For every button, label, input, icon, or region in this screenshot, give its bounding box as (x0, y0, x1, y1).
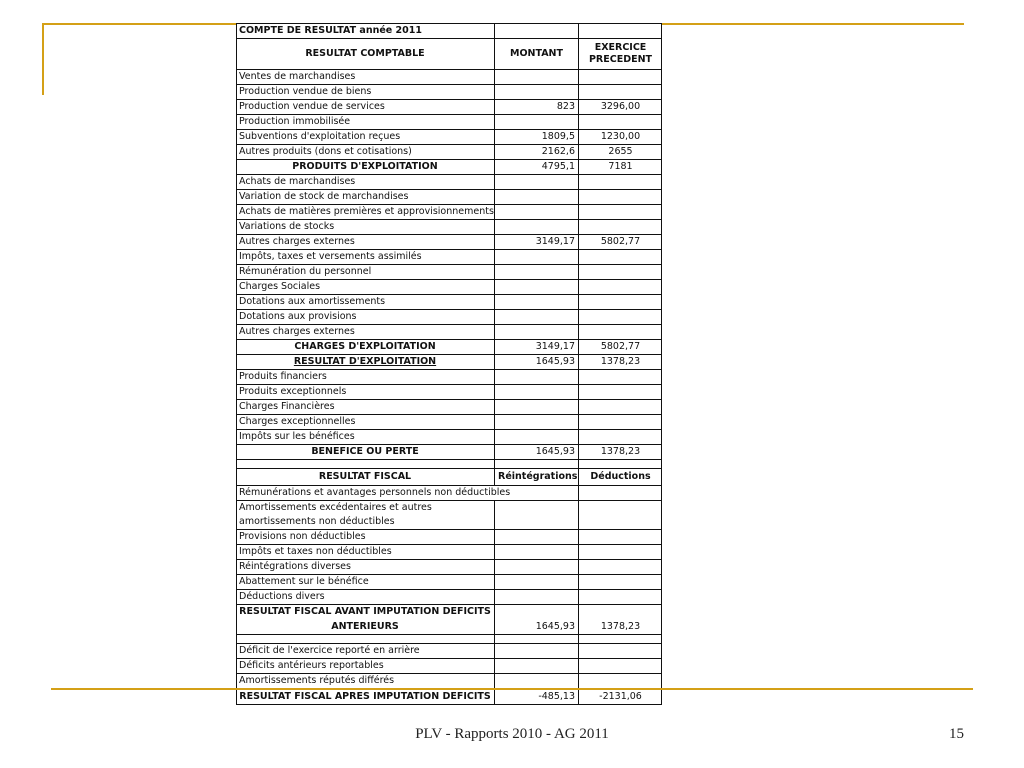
fiscal-row-label: Rémunérations et avantages personnels non déductibles (236, 486, 495, 501)
row-label: Autres charges externes (236, 325, 495, 340)
row-label: Ventes de marchandises (236, 70, 495, 85)
fiscal-row (236, 530, 662, 545)
fiscal-row-reintegration (495, 560, 579, 575)
table-row (236, 190, 662, 205)
footer-text: PLV - Rapports 2010 - AG 2011 (415, 726, 609, 742)
row-precedent: 7181 (579, 160, 663, 175)
row-label: Charges Financières (236, 400, 495, 415)
fiscal-row-deduction (579, 560, 663, 575)
row-precedent (579, 115, 663, 130)
row-montant: 3149,17 (495, 340, 579, 355)
row-precedent (579, 325, 663, 340)
table-row (236, 430, 662, 445)
fiscal-row-deduction (579, 501, 663, 516)
income-statement-table (236, 23, 662, 705)
row-precedent (579, 385, 663, 400)
header-resultat-fiscal: RESULTAT FISCAL (236, 469, 495, 486)
row-label: Autres charges externes (236, 235, 495, 250)
row-montant (495, 175, 579, 190)
row-label: Production vendue de services (236, 100, 495, 115)
row-montant (495, 385, 579, 400)
row-label: Achats de matières premières et approvisionnements (236, 205, 495, 220)
row-montant (495, 250, 579, 265)
fiscal-row (236, 501, 662, 516)
row-label: Charges exceptionnelles (236, 415, 495, 430)
table-row (236, 340, 662, 355)
row-precedent (579, 415, 663, 430)
row-label: Variations de stocks (236, 220, 495, 235)
row-label: Impôts sur les bénéfices (236, 430, 495, 445)
row-montant (495, 220, 579, 235)
post-row (236, 659, 662, 674)
row-precedent (579, 205, 663, 220)
fiscal-row-label: Provisions non déductibles (236, 530, 495, 545)
row-montant (495, 310, 579, 325)
apres-imputation-row (236, 689, 662, 705)
header-resultat-comptable: RESULTAT COMPTABLE (236, 39, 495, 70)
row-montant (495, 370, 579, 385)
header-precedent-label: PRECEDENT (588, 54, 653, 65)
row-montant (495, 265, 579, 280)
table-row (236, 250, 662, 265)
row-precedent: 2655 (579, 145, 663, 160)
row-label: Autres produits (dons et cotisations) (236, 145, 495, 160)
row-label: PRODUITS D'EXPLOITATION (236, 160, 495, 175)
fiscal-row-reintegration (495, 545, 579, 560)
row-montant (495, 190, 579, 205)
fiscal-row-label: Amortissements excédentaires et autres (239, 502, 432, 513)
decorative-line-left-vertical (42, 23, 44, 95)
avant-imputation-row-1 (236, 605, 662, 620)
post-row-reintegration (495, 659, 579, 674)
post-row-label: Déficits antérieurs reportables (236, 659, 495, 674)
fiscal-header-row (236, 469, 662, 486)
table-row (236, 415, 662, 430)
apres-imputation-montant: -485,13 (495, 689, 579, 705)
row-label: Variation de stock de marchandises (236, 190, 495, 205)
row-precedent (579, 400, 663, 415)
row-precedent (579, 250, 663, 265)
fiscal-row (236, 515, 662, 530)
row-precedent (579, 190, 663, 205)
table-row (236, 85, 662, 100)
table-title-row (236, 24, 662, 39)
row-precedent (579, 265, 663, 280)
table-row (236, 115, 662, 130)
row-label: Produits financiers (236, 370, 495, 385)
fiscal-row-label: Réintégrations diverses (236, 560, 495, 575)
table-row (236, 265, 662, 280)
row-precedent: 1230,00 (579, 130, 663, 145)
row-label: Dotations aux provisions (236, 310, 495, 325)
header-montant: MONTANT (495, 39, 579, 70)
row-montant (495, 295, 579, 310)
row-precedent (579, 175, 663, 190)
row-montant: 3149,17 (495, 235, 579, 250)
header-reintegrations: Réintégrations (495, 469, 579, 486)
row-precedent: 5802,77 (579, 340, 663, 355)
row-montant (495, 115, 579, 130)
table-row (236, 325, 662, 340)
fiscal-row-reintegration (495, 515, 579, 530)
table-row (236, 310, 662, 325)
row-montant (495, 415, 579, 430)
fiscal-row-deduction (579, 515, 663, 530)
row-precedent (579, 220, 663, 235)
row-label: Dotations aux amortissements (236, 295, 495, 310)
table-row (236, 160, 662, 175)
fiscal-row (236, 575, 662, 590)
row-montant: 2162,6 (495, 145, 579, 160)
fiscal-row (236, 560, 662, 575)
table-row (236, 130, 662, 145)
row-montant: 1645,93 (495, 445, 579, 460)
row-precedent (579, 70, 663, 85)
fiscal-row-deduction (579, 530, 663, 545)
table-header-row (236, 39, 662, 70)
post-row-deduction (579, 674, 663, 689)
spacer-row (236, 635, 662, 644)
table-row (236, 175, 662, 190)
row-precedent (579, 370, 663, 385)
avant-imputation-montant: 1645,93 (495, 619, 579, 635)
row-label: BENEFICE OU PERTE (236, 445, 495, 460)
fiscal-row (236, 486, 662, 501)
decorative-line-top-left (42, 23, 236, 25)
apres-imputation-precedent: -2131,06 (579, 689, 663, 705)
row-montant: 823 (495, 100, 579, 115)
row-label: CHARGES D'EXPLOITATION (236, 340, 495, 355)
fiscal-row-reintegration (495, 590, 579, 605)
row-label: Produits exceptionnels (236, 385, 495, 400)
table-title: COMPTE DE RESULTAT année 2011 (236, 24, 495, 39)
row-label-text: RESULTAT D'EXPLOITATION (293, 356, 437, 367)
fiscal-row-reintegration (495, 575, 579, 590)
table-row (236, 400, 662, 415)
fiscal-row (236, 545, 662, 560)
row-label: Impôts, taxes et versements assimilés (236, 250, 495, 265)
avant-imputation-label: RESULTAT FISCAL AVANT IMPUTATION DEFICITS (239, 606, 491, 617)
table-row (236, 235, 662, 250)
table-row (236, 295, 662, 310)
table-row (236, 70, 662, 85)
fiscal-row-deduction (579, 545, 663, 560)
header-exercice-label: EXERCICE (594, 42, 647, 53)
table-row (236, 385, 662, 400)
fiscal-row-label: Abattement sur le bénéfice (236, 575, 495, 590)
fiscal-row-label: Déductions divers (236, 590, 495, 605)
row-label: Charges Sociales (236, 280, 495, 295)
row-label (236, 355, 495, 370)
row-precedent (579, 295, 663, 310)
row-precedent (579, 280, 663, 295)
fiscal-row-deduction (579, 590, 663, 605)
row-precedent (579, 310, 663, 325)
table-row (236, 355, 662, 370)
row-label: Production immobilisée (236, 115, 495, 130)
table-row (236, 145, 662, 160)
row-montant (495, 280, 579, 295)
decorative-line-top-right (661, 23, 964, 25)
post-row (236, 674, 662, 689)
row-precedent: 5802,77 (579, 235, 663, 250)
row-montant (495, 85, 579, 100)
post-row-deduction (579, 659, 663, 674)
table-row (236, 445, 662, 460)
fiscal-row-reintegration (495, 501, 579, 516)
table-row (236, 100, 662, 115)
post-row-label: Amortissements réputés différés (236, 674, 495, 689)
post-row-reintegration (495, 674, 579, 689)
row-precedent (579, 430, 663, 445)
row-precedent: 1378,23 (579, 355, 663, 370)
row-montant: 1809,5 (495, 130, 579, 145)
post-row (236, 644, 662, 659)
table-row (236, 220, 662, 235)
fiscal-row-deduction (579, 575, 663, 590)
row-precedent (579, 85, 663, 100)
row-label: Achats de marchandises (236, 175, 495, 190)
fiscal-row-label: Impôts et taxes non déductibles (236, 545, 495, 560)
row-precedent: 3296,00 (579, 100, 663, 115)
avant-imputation-row-2 (236, 619, 662, 635)
post-row-reintegration (495, 644, 579, 659)
avant-imputation-label-2: ANTERIEURS (236, 619, 495, 635)
page-number: 15 (949, 726, 964, 742)
avant-imputation-precedent: 1378,23 (579, 619, 663, 635)
fiscal-row-deduction (579, 486, 663, 501)
row-label: Rémunération du personnel (236, 265, 495, 280)
post-row-deduction (579, 644, 663, 659)
row-montant: 1645,93 (495, 355, 579, 370)
spacer-row (236, 460, 662, 469)
row-label: Production vendue de biens (236, 85, 495, 100)
row-montant (495, 205, 579, 220)
table-row (236, 205, 662, 220)
row-montant: 4795,1 (495, 160, 579, 175)
row-montant (495, 70, 579, 85)
header-deductions: Déductions (579, 469, 663, 486)
post-row-label: Déficit de l'exercice reporté en arrière (236, 644, 495, 659)
row-label: Subventions d'exploitation reçues (236, 130, 495, 145)
table-row (236, 370, 662, 385)
row-montant (495, 325, 579, 340)
row-montant (495, 430, 579, 445)
fiscal-row (236, 590, 662, 605)
fiscal-row-reintegration (495, 530, 579, 545)
decorative-line-bottom (51, 688, 973, 690)
row-precedent: 1378,23 (579, 445, 663, 460)
fiscal-row-label: amortissements non déductibles (236, 515, 495, 530)
apres-imputation-label: RESULTAT FISCAL APRES IMPUTATION DEFICITS (236, 689, 495, 705)
header-exercice-precedent (579, 39, 663, 70)
row-montant (495, 400, 579, 415)
table-row (236, 280, 662, 295)
